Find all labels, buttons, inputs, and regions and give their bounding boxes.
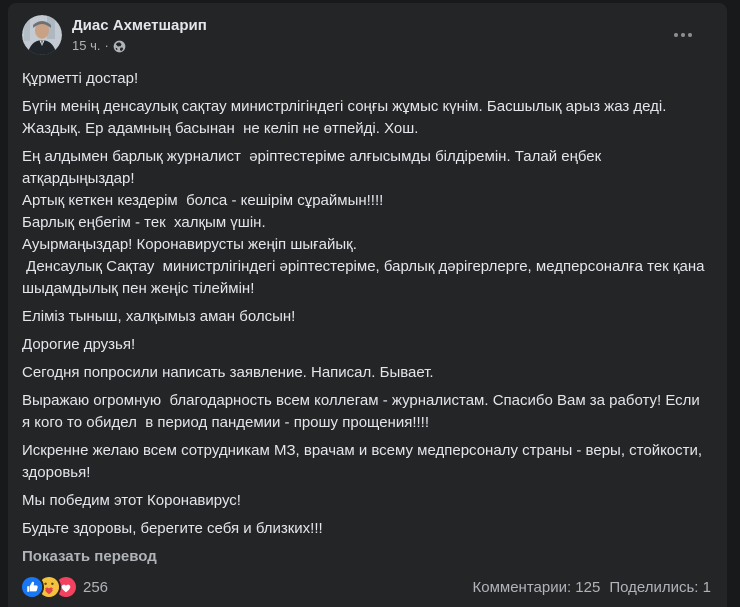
three-dots-menu-icon[interactable] [667,23,699,47]
post-line: Искренне желаю всем сотрудникам МЗ, врачам и всему медперсоналу страны - веры, стойкости, здоровья! [22,442,707,481]
post-card [8,3,727,607]
post-line: Барлық еңбегім - тек халқым үшін. [22,214,266,231]
post-paragraph [22,518,710,540]
header-info [72,15,207,54]
timestamp[interactable]: 15 ч. [72,38,101,53]
post-paragraph [22,362,710,384]
reactions-group[interactable] [22,577,108,597]
care-reaction-icon[interactable] [39,577,59,597]
author-name[interactable]: Диас Ахметшарип [72,17,207,34]
like-reaction-icon[interactable] [22,577,42,597]
comments-count[interactable]: Комментарии: 125 [472,578,601,596]
post-line: Ең алдымен барлық журналист әріптестеріме алғысымды білдіремін. Талай еңбек атқардыңыздар! [22,148,606,187]
post-paragraph [22,334,710,356]
post-line: Ауырмаңыздар! Коронавирусты жеңіп шығайық. [22,236,357,253]
post-paragraph [22,390,710,434]
post-paragraph [22,306,710,328]
translate-link[interactable]: Показать перевод [22,548,157,565]
post-paragraph [22,96,710,140]
post-line: Будьте здоровы, берегите себя и близких!!! [22,520,323,537]
meta-separator: · [104,38,109,53]
post-paragraph [22,440,710,484]
post-line: Сегодня попросили написать заявление. Написал. Бывает. [22,364,434,381]
stats-row [8,577,727,597]
post-paragraph [22,490,710,512]
post-line: Еліміз тыныш, халқымыз аман болсын! [22,308,296,325]
post-meta [72,38,207,54]
post-line: Денсаулық Сақтау министрлігіндегі әріптестеріме, барлық дәрігерлерге, медперсоналға тек қана шыдамдылық пен жеңіс тілеймін! [22,258,709,297]
post-line: Бүгін менің денсаулық сақтау министрлігіндегі соңғы жұмыс күнім. Басшылық арыз жаз деді. Жаздық. Ер адамның басынан не келіп не өтпейді. Хош. [22,98,671,137]
post-line: Выражаю огромную благодарность всем коллегам - журналистам. Спасибо Вам за работу! Если я кого то обидел в период пандемии - прошу прощения!!!! [22,392,704,431]
love-reaction-icon[interactable] [56,577,76,597]
reaction-count[interactable]: 256 [83,578,109,596]
avatar-photo [22,15,62,55]
stats-right [473,579,712,596]
post-paragraph [22,68,710,90]
post-line: Артық кеткен кездерім болса - кешірім сұраймын!!!! [22,192,384,209]
shares-count[interactable]: Поделились: 1 [609,578,711,596]
post-line: Мы победим этот Коронавирус! [22,492,241,509]
globe-public-icon [113,40,126,53]
post-header [8,3,727,55]
post-paragraph [22,146,710,300]
avatar[interactable] [22,15,62,55]
post-text [8,68,727,540]
post-line: Дорогие друзья! [22,336,136,353]
post-line: Құрметті достар! [22,70,139,87]
